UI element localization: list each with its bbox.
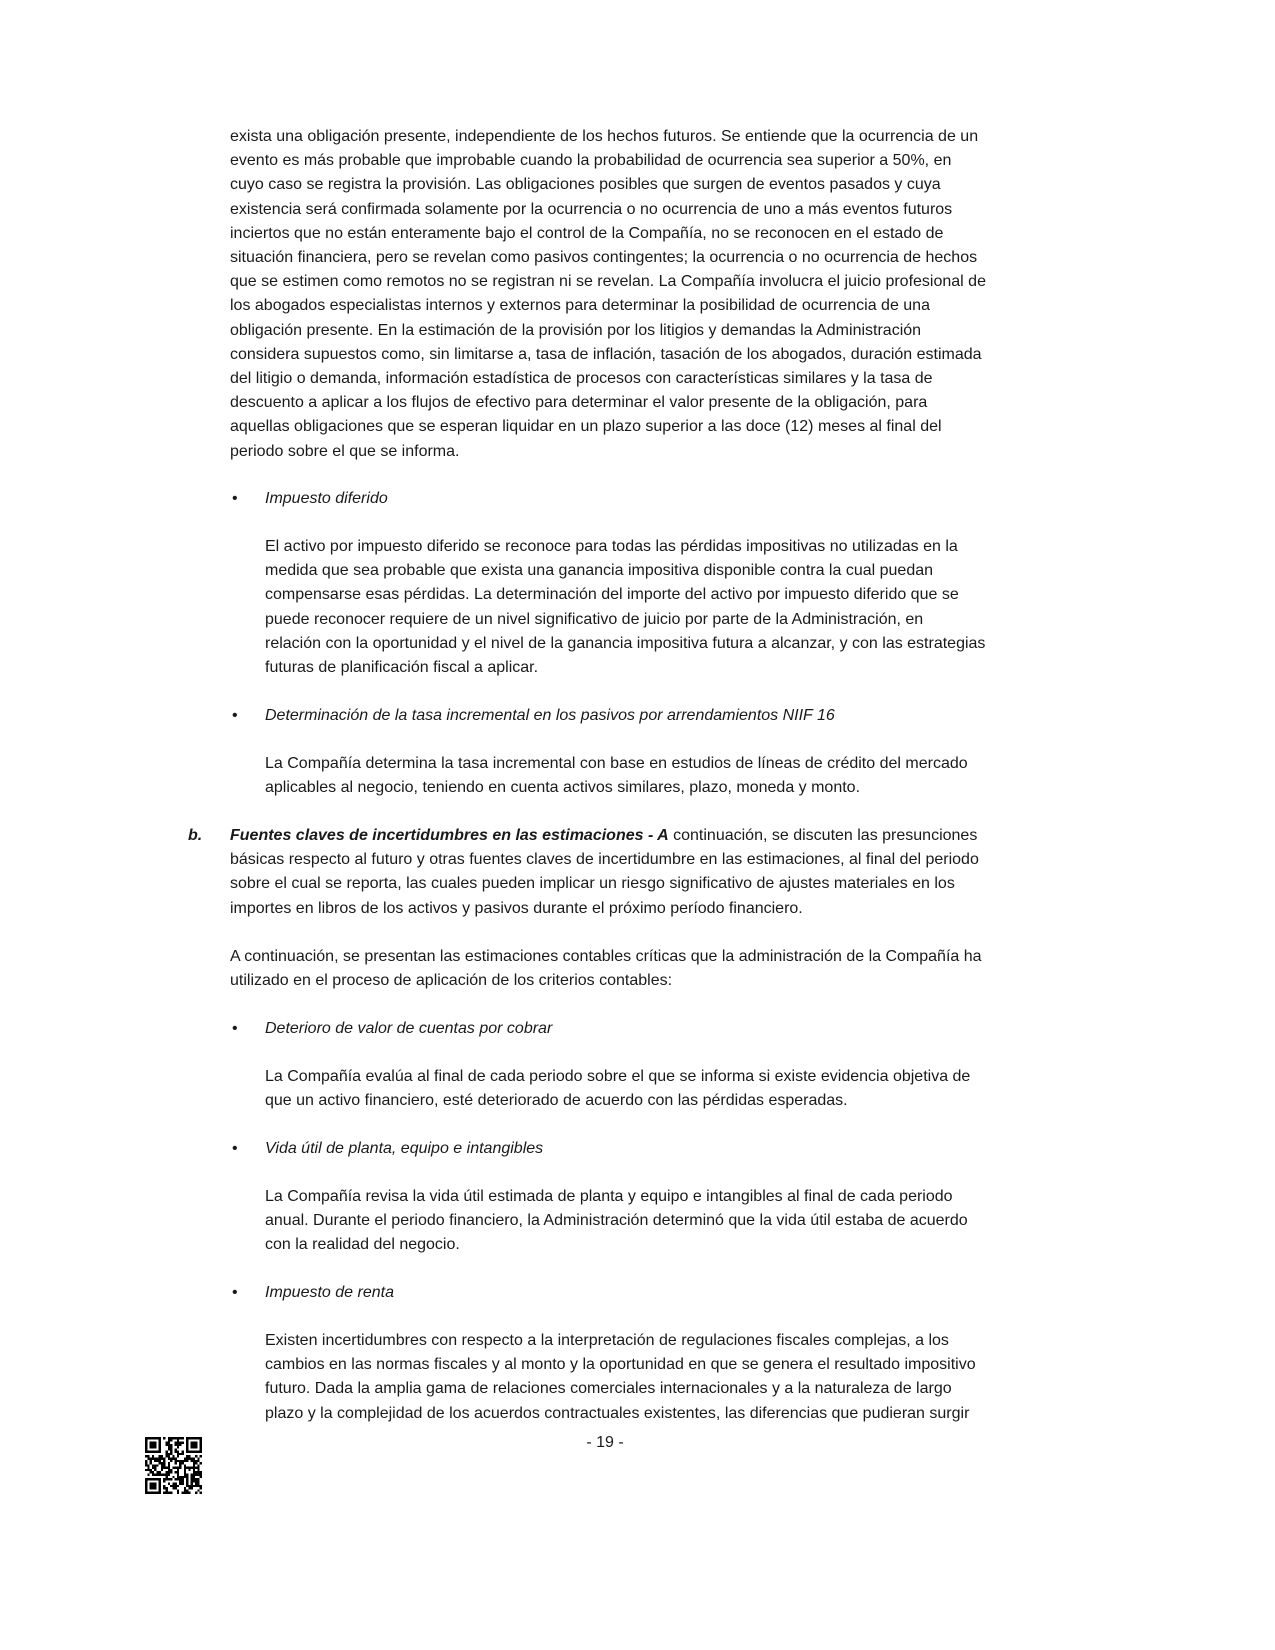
text-line: periodo sobre el que se informa.: [230, 442, 460, 460]
text-line: situación financiera, pero se revelan como pasivos contingentes; la ocurrencia o no ocurrencia de hechos: [230, 249, 978, 267]
text-line: del litigio o demanda, información estadística de procesos con características similares y la tasa de: [230, 370, 933, 388]
text-line: que un activo financiero, esté deteriorado de acuerdo con las pérdidas esperadas.: [265, 1092, 848, 1110]
paragraph-impuesto-diferido: [265, 535, 985, 680]
text-line: medida que sea probable que exista una ganancia impositiva disponible contra la cual puedan: [265, 562, 934, 580]
bullet-heading-impuesto-diferido: Impuesto diferido: [265, 490, 388, 507]
bullet-heading-tasa-incremental: Determinación de la tasa incremental en los pasivos por arrendamientos NIIF 16: [265, 707, 835, 724]
text-line: A continuación, se presentan las estimaciones contables críticas que la administración de la Compañía ha: [230, 948, 982, 965]
text-line: aquellas obligaciones que se esperan liquidar en un plazo superior a las doce (12) meses al final del: [230, 418, 942, 436]
paragraph-tasa-incremental: [265, 752, 968, 800]
bullet-marker: •: [232, 1020, 238, 1037]
text-line: La Compañía evalúa al final de cada periodo sobre el que se informa si existe evidencia objetiva de: [265, 1068, 971, 1085]
text-line: futuras de planificación fiscal a aplicar.: [265, 659, 539, 677]
text-line: anual. Durante el periodo financiero, la Administración determinó que la vida útil estaba de acuerdo: [265, 1212, 968, 1230]
text-line: cambios en las normas fiscales y al monto y la oportunidad en que se genera el resultado impositivo: [265, 1356, 976, 1374]
text-line: los abogados especialistas internos y externos para determinar la posibilidad de ocurrencia de una: [230, 297, 930, 315]
text-line: plazo y la complejidad de los acuerdos contractuales existentes, las diferencias que pudieran surgir: [265, 1404, 970, 1422]
bullet-marker: •: [232, 490, 238, 507]
text-line: que se estimen como remotos no se registran ni se revelan. La Compañía involucra el juicio profesional de: [230, 273, 986, 291]
text-line: La Compañía determina la tasa incremental con base en estudios de líneas de crédito del mercado: [265, 755, 968, 772]
text-line: con la realidad del negocio.: [265, 1236, 460, 1254]
paragraph-vida-util: [265, 1185, 968, 1258]
page-number: - 19 -: [586, 1434, 624, 1451]
text-line: inciertos que no están enteramente bajo el control de la Compañía, no se reconocen en el estado de: [230, 224, 944, 242]
text-line: compensarse esas pérdidas. La determinación del importe del activo por impuesto diferido que se: [265, 586, 959, 604]
section-b-paragraph: [230, 824, 979, 921]
text-line: La Compañía revisa la vida útil estimada de planta y equipo e intangibles al final de cada periodo: [265, 1188, 953, 1205]
bullet-marker: •: [232, 1140, 238, 1157]
text-line: importes en libros de los activos y pasivos durante el próximo período financiero.: [230, 899, 803, 917]
text-line: cuyo caso se registra la provisión. Las obligaciones posibles que surgen de eventos pasados y cuya: [230, 176, 941, 194]
paragraph-estimaciones-criticas: [230, 945, 982, 993]
bullet-heading-deterioro: Deterioro de valor de cuentas por cobrar: [265, 1020, 553, 1037]
text-line: existencia será confirmada solamente por la ocurrencia o no ocurrencia de uno a más eventos futuros: [230, 200, 953, 218]
bullet-heading-vida-util: Vida útil de planta, equipo e intangibles: [265, 1140, 544, 1157]
text-line: obligación presente. En la estimación de la provisión por los litigios y demandas la Administración: [230, 321, 922, 339]
text-line: evento es más probable que improbable cuando la probabilidad de ocurrencia sea superior a 50%, en: [230, 152, 952, 170]
section-b-text: continuación, se discuten las presunciones: [668, 827, 978, 844]
text-line: relación con la oportunidad y el nivel de la ganancia impositiva futura a alcanzar, y con las estrategias: [265, 634, 986, 652]
text-line: puede reconocer requiere de un nivel significativo de juicio por parte de la Administración, en: [265, 610, 924, 628]
paragraph-provisions: [230, 125, 986, 464]
qr-code-icon: [145, 1437, 202, 1494]
section-b-marker: [188, 824, 202, 848]
bullet-marker: •: [232, 1284, 238, 1301]
text-line: aplicables al negocio, teniendo en cuenta activos similares, plazo, moneda y monto.: [265, 779, 861, 797]
text-line: básicas respecto al futuro y otras fuentes claves de incertidumbre en las estimaciones, al final del periodo: [230, 851, 979, 869]
paragraph-deterioro: [265, 1065, 970, 1113]
bullet-heading-impuesto-renta: Impuesto de renta: [265, 1284, 394, 1301]
text-line: El activo por impuesto diferido se reconoce para todas las pérdidas impositivas no utilizadas en la: [265, 538, 958, 555]
text-line: Existen incertidumbres con respecto a la interpretación de regulaciones fiscales complejas, a los: [265, 1332, 949, 1349]
section-b-title: Fuentes claves de incertidumbres en las estimaciones - A: [230, 827, 669, 844]
bullet-marker: •: [232, 707, 238, 724]
section-marker: b.: [188, 827, 203, 844]
section-b-lines: [230, 848, 979, 921]
text-line: futuro. Dada la amplia gama de relaciones comerciales internacionales y a la naturaleza de largo: [265, 1380, 952, 1398]
text-line: exista una obligación presente, independiente de los hechos futuros. Se entiende que la ocurrencia de un: [230, 128, 979, 145]
text-line: considera supuestos como, sin limitarse a, tasa de inflación, tasación de los abogados, duración estimada: [230, 345, 982, 363]
text-line: sobre el cual se reporta, las cuales pueden implicar un riesgo significativo de ajustes materiales en los: [230, 875, 955, 893]
text-line: utilizado en el proceso de aplicación de los criterios contables:: [230, 972, 673, 990]
text-line: descuento a aplicar a los flujos de efectivo para determinar el valor presente de la obligación, para: [230, 394, 928, 412]
paragraph-impuesto-renta: [265, 1329, 976, 1426]
